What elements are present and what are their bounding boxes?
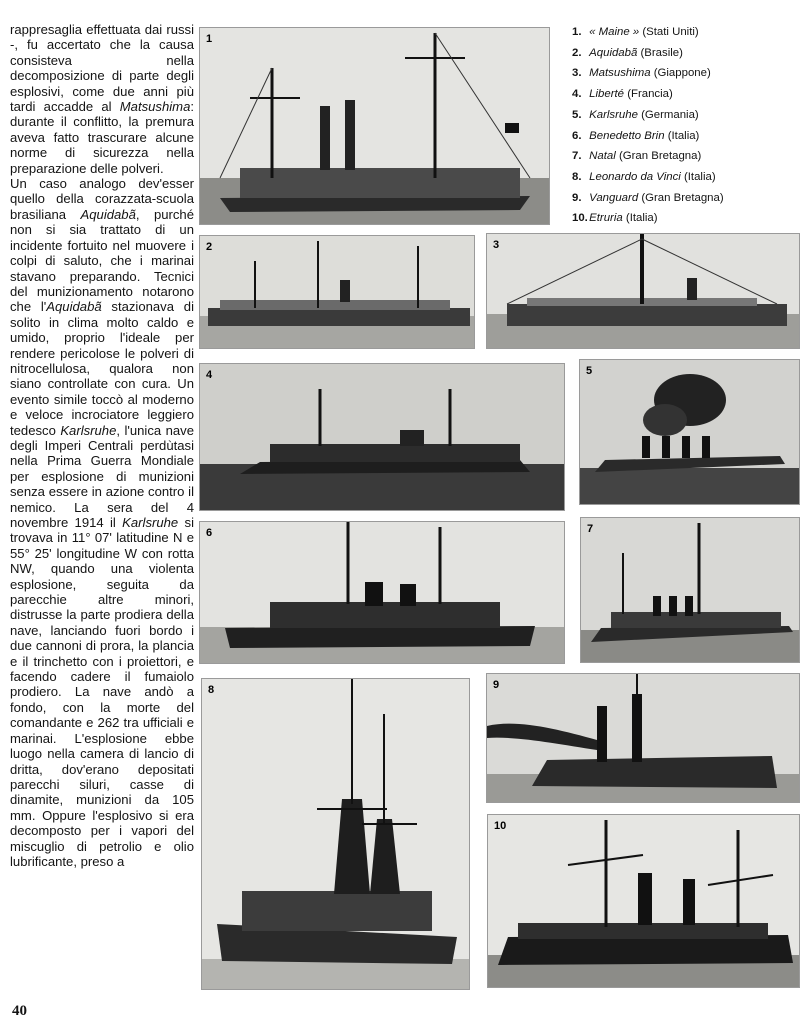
legend-ship: Matsushima [589, 67, 651, 80]
warship-illustration [487, 234, 799, 348]
ship-photo-9 [486, 673, 800, 803]
legend-item [572, 167, 798, 188]
photo-legend [572, 22, 798, 229]
text-run: stazionava di solito in clima molto caldo e umido, proprio l'ideale per rendere pericolose le polveri di nitrocellulosa, qualora non siano controllate con cura. Un evento simile toccò al moderno e veloce incrociatore leggiero tedesco [10, 299, 194, 438]
photo-number: 6 [206, 527, 213, 539]
ship-photo-6 [199, 521, 565, 664]
legend-item [572, 22, 798, 43]
photo-number: 9 [493, 679, 500, 691]
photo-number: 5 [586, 365, 593, 377]
legend-country: (Francia) [627, 88, 673, 101]
photo-number: 8 [208, 684, 215, 696]
warship-illustration [487, 674, 799, 802]
legend-item [572, 126, 798, 147]
legend-item [572, 208, 798, 229]
legend-ship: Etruria [589, 212, 623, 225]
ship-photo-3 [486, 233, 800, 349]
article-paragraph-1 [10, 22, 194, 176]
legend-number: 3. [572, 67, 582, 80]
photo-number: 7 [587, 523, 594, 535]
ship-photo-4 [199, 363, 565, 511]
article-text-column [10, 22, 194, 869]
text-run: : durante il conflitto, la premura aveva fatto trascurare alcune norme di sicurezza nella preparazione delle polveri. [10, 99, 194, 176]
warship-illustration [200, 236, 474, 348]
legend-country: (Italia) [625, 212, 658, 225]
ship-name: Aquidabã [80, 206, 136, 222]
ship-photo-10 [487, 814, 800, 988]
photo-number: 3 [493, 239, 500, 251]
ship-photo-7 [580, 517, 800, 663]
photo-number: 1 [206, 33, 213, 45]
text-run: rappresaglia effettuata dai russi -, fu accertato che la causa consisteva nella decomposizione di parte degli esplosivi, come due anni più tardi accadde al [10, 22, 194, 115]
legend-ship: « Maine » [589, 26, 640, 38]
photo-number: 10 [494, 820, 507, 832]
page-number: 40 [12, 1003, 27, 1019]
legend-number: 7. [572, 150, 582, 163]
legend-item [572, 188, 798, 209]
legend-number: 6. [572, 129, 582, 142]
legend-country: (Italia) [667, 129, 700, 142]
ship-photo-1 [199, 27, 550, 225]
legend-item [572, 63, 798, 84]
ship-name: Karlsruhe [122, 515, 179, 530]
photo-number: 2 [206, 241, 213, 253]
legend-country: (Stati Uniti) [642, 26, 699, 38]
legend-country: (Italia) [683, 170, 716, 183]
legend-number: 8. [572, 170, 582, 183]
legend-number: 10. [572, 212, 588, 225]
legend-number: 1. [572, 26, 582, 38]
warship-illustration [200, 522, 564, 663]
legend-number: 5. [572, 108, 582, 121]
legend-country: (Gran Bretagna) [618, 150, 702, 163]
legend-item [572, 146, 798, 167]
legend-ship: Leonardo da Vinci [589, 170, 681, 183]
warship-illustration [488, 815, 799, 987]
text-run: Un caso analogo dev'esser quello della corazzata-scuola brasiliana [10, 176, 194, 222]
legend-number: 4. [572, 88, 582, 101]
warship-illustration [581, 518, 799, 662]
legend-ship: Karlsruhe [589, 108, 638, 121]
legend-ship: Natal [589, 150, 616, 163]
legend-country: (Gran Bretagna) [641, 191, 724, 204]
text-run: , purché non si sia trattato di un incidente fortuito nel muovere i colpi di saluto, che i marinai stavano preparando. Tecnici del munizionamento notarono che l' [10, 206, 194, 315]
warship-illustration [202, 679, 469, 989]
article-paragraph-2 [10, 176, 194, 869]
legend-item [572, 84, 798, 105]
legend-country: (Giappone) [653, 67, 711, 80]
ship-name: Aquidabã [46, 299, 102, 315]
photo-number: 4 [206, 369, 213, 381]
warship-illustration [580, 360, 799, 504]
legend-country: (Germania) [641, 108, 699, 121]
warship-illustration [200, 28, 549, 224]
text-run: si trovava in 11° 07' latitudine N e 55° 25' longitudine W con rotta NW, quando una violenta esplosione, seguita da parecchie altre minori, distrusse la parte prodiera della nave, lanciando fuori bordo i due cannoni di prora, la plancia e il trinchetto con i proiettori, e facendo cadere il fumaiolo prodiero. La nave andò a fondo, con la morte del comandante e 262 tra ufficiali e marinai. L'esplosione ebbe luogo nella camera di lancio di dritta, dov'erano depositati parecchi siluri, casse di dinamite, munizioni da 105 mm. Oppure l'esplosivo si era decomposto per i vapori del miscuglio di petrolio e olio lubrificante, preso a [10, 515, 195, 869]
legend-country: (Brasile) [640, 46, 683, 59]
legend-number: 9. [572, 191, 582, 204]
ship-photo-5 [579, 359, 800, 505]
legend-item [572, 43, 798, 64]
legend-ship: Vanguard [589, 191, 639, 204]
text-run: , l'unica nave degli Imperi Centrali perdùtasi nella Prima Guerra Mondiale per esplosione di munizioni senza essere in azione contro il nemico. La sera del 4 novembre 1914 il [10, 422, 194, 530]
ship-name: Matsushima [119, 99, 191, 115]
ship-name: Karlsruhe [60, 422, 117, 438]
legend-ship: Aquidabã [589, 46, 638, 59]
legend-ship: Benedetto Brin [589, 129, 665, 142]
ship-photo-8 [201, 678, 470, 990]
legend-item [572, 105, 798, 126]
legend-number: 2. [572, 46, 582, 59]
ship-photo-2 [199, 235, 475, 349]
legend-ship: Liberté [589, 88, 625, 101]
warship-illustration [200, 364, 564, 510]
